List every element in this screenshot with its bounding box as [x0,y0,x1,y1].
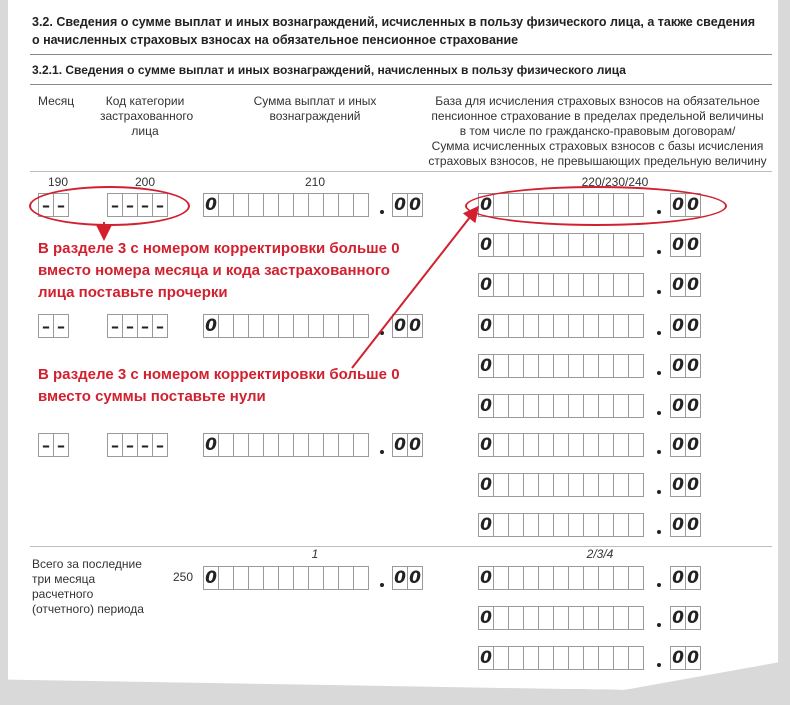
base-cell[interactable]: 0 [478,354,494,378]
code-total-base-col: 2/3/4 [586,547,614,561]
category-cell[interactable]: – [122,193,138,217]
kopeck-cell[interactable]: 0 [685,566,701,590]
sum-cell[interactable]: 0 [203,566,219,590]
section-title-line2: о начисленных страховых взносах на обязательное пенсионное страхование [32,33,519,47]
section-subtitle: 3.2.1. Сведения о сумме выплат и иных вознаграждений, начисленных в пользу физического лица [32,63,626,77]
month-cell[interactable]: – [38,433,54,457]
kopeck-cell[interactable]: 0 [407,193,423,217]
col-header-base-5: страховых взносов, не превышающих предельную величину [428,154,767,168]
month-cell[interactable]: – [38,314,54,338]
month-cell[interactable]: – [53,433,69,457]
kopeck-cell[interactable]: 0 [685,354,701,378]
base-cell[interactable]: 0 [478,473,494,497]
base-cell[interactable]: 0 [478,513,494,537]
kopeck-cell[interactable]: 0 [392,433,408,457]
category-cell[interactable]: – [122,433,138,457]
sum-cell[interactable]: 0 [203,193,219,217]
section-title-line1: 3.2. Сведения о сумме выплат и иных вознаграждений, исчисленных в пользу физического лица, а также сведения [32,15,756,29]
kopeck-cell[interactable]: 0 [685,473,701,497]
category-cell[interactable]: – [107,193,123,217]
kopeck-cell[interactable]: 0 [670,433,686,457]
sum-cell[interactable]: 0 [203,314,219,338]
kopeck-cell[interactable]: 0 [407,433,423,457]
kopeck-cell[interactable]: 0 [685,606,701,630]
kopeck-cell[interactable]: 0 [685,273,701,297]
category-cell[interactable]: – [152,433,168,457]
kopeck-cell[interactable]: 0 [670,473,686,497]
totals-label-line3: расчетного [32,587,94,601]
kopeck-cell[interactable]: 0 [685,233,701,257]
totals-label-line2: три месяца [32,572,96,586]
kopeck-cell[interactable]: 0 [670,314,686,338]
note-zeros-line1: В разделе 3 с номером корректировки больше 0 [38,366,400,383]
note-zeros-line2: вместо суммы поставьте нули [38,388,266,405]
category-cell[interactable]: – [137,314,153,338]
month-cell[interactable]: – [38,193,54,217]
code-total-line: 250 [172,570,194,584]
category-cell[interactable]: – [107,314,123,338]
base-cell[interactable]: 0 [478,233,494,257]
kopeck-cell[interactable]: 0 [670,354,686,378]
col-header-base-4: Сумма исчисленных страховых взносов с базы исчисления [431,139,764,153]
kopeck-cell[interactable]: 0 [392,566,408,590]
col-header-category-2: застрахованного [100,109,194,123]
base-cell[interactable]: 0 [478,273,494,297]
kopeck-cell[interactable]: 0 [392,314,408,338]
category-cell[interactable]: – [152,314,168,338]
kopeck-cell[interactable]: 0 [670,513,686,537]
col-header-base-2: пенсионное страхование в пределах предельной величины [431,109,764,123]
kopeck-cell[interactable]: 0 [392,193,408,217]
kopeck-cell[interactable]: 0 [407,314,423,338]
col-header-base-3: в том числе по гражданско-правовым договорам/ [459,124,736,138]
kopeck-cell[interactable]: 0 [685,513,701,537]
kopeck-cell[interactable]: 0 [670,394,686,418]
code-sum: 210 [304,175,326,189]
base-cell[interactable]: 0 [478,314,494,338]
base-cell[interactable]: 0 [478,606,494,630]
base-cell[interactable]: 0 [478,433,494,457]
kopeck-cell[interactable]: 0 [670,233,686,257]
kopeck-cell[interactable]: 0 [685,314,701,338]
code-month: 190 [47,175,69,189]
month-cell[interactable]: – [53,314,69,338]
code-total-sum-col: 1 [311,547,319,561]
category-cell[interactable]: – [137,193,153,217]
col-header-base-1: База для исчисления страховых взносов на обязательное [435,94,760,108]
totals-label-line1: Всего за последние [32,557,142,571]
col-header-sum-1: Сумма выплат и иных [253,94,377,108]
note-dashes-line3: лица поставьте прочерки [38,284,228,301]
note-dashes-line1: В разделе 3 с номером корректировки больше 0 [38,240,400,257]
kopeck-cell[interactable]: 0 [685,394,701,418]
col-header-category-1: Код категории [105,94,185,108]
col-header-sum-2: вознаграждений [269,109,361,123]
kopeck-cell[interactable]: 0 [670,566,686,590]
kopeck-cell[interactable]: 0 [685,433,701,457]
kopeck-cell[interactable]: 0 [407,566,423,590]
category-cell[interactable]: – [152,193,168,217]
category-cell[interactable]: – [137,433,153,457]
sum-cell[interactable]: 0 [203,433,219,457]
code-category: 200 [134,175,156,189]
kopeck-cell[interactable]: 0 [670,273,686,297]
base-cell[interactable]: 0 [478,394,494,418]
base-cell[interactable]: 0 [478,193,494,217]
col-header-category-3: лица [131,124,159,138]
kopeck-cell[interactable]: 0 [685,193,701,217]
kopeck-cell[interactable]: 0 [670,193,686,217]
arrow-to-zeros [352,212,474,368]
totals-label-line4: (отчетного) периода [32,602,144,616]
note-dashes-line2: вместо номера месяца и кода застрахованного [38,262,390,279]
col-header-month: Месяц [38,94,75,108]
kopeck-cell[interactable]: 0 [670,646,686,670]
kopeck-cell[interactable]: 0 [685,646,701,670]
code-base: 220/230/240 [581,175,649,189]
kopeck-cell[interactable]: 0 [670,606,686,630]
base-cell[interactable]: 0 [478,646,494,670]
category-cell[interactable]: – [107,433,123,457]
base-cell[interactable]: 0 [478,566,494,590]
category-cell[interactable]: – [122,314,138,338]
month-cell[interactable]: – [53,193,69,217]
